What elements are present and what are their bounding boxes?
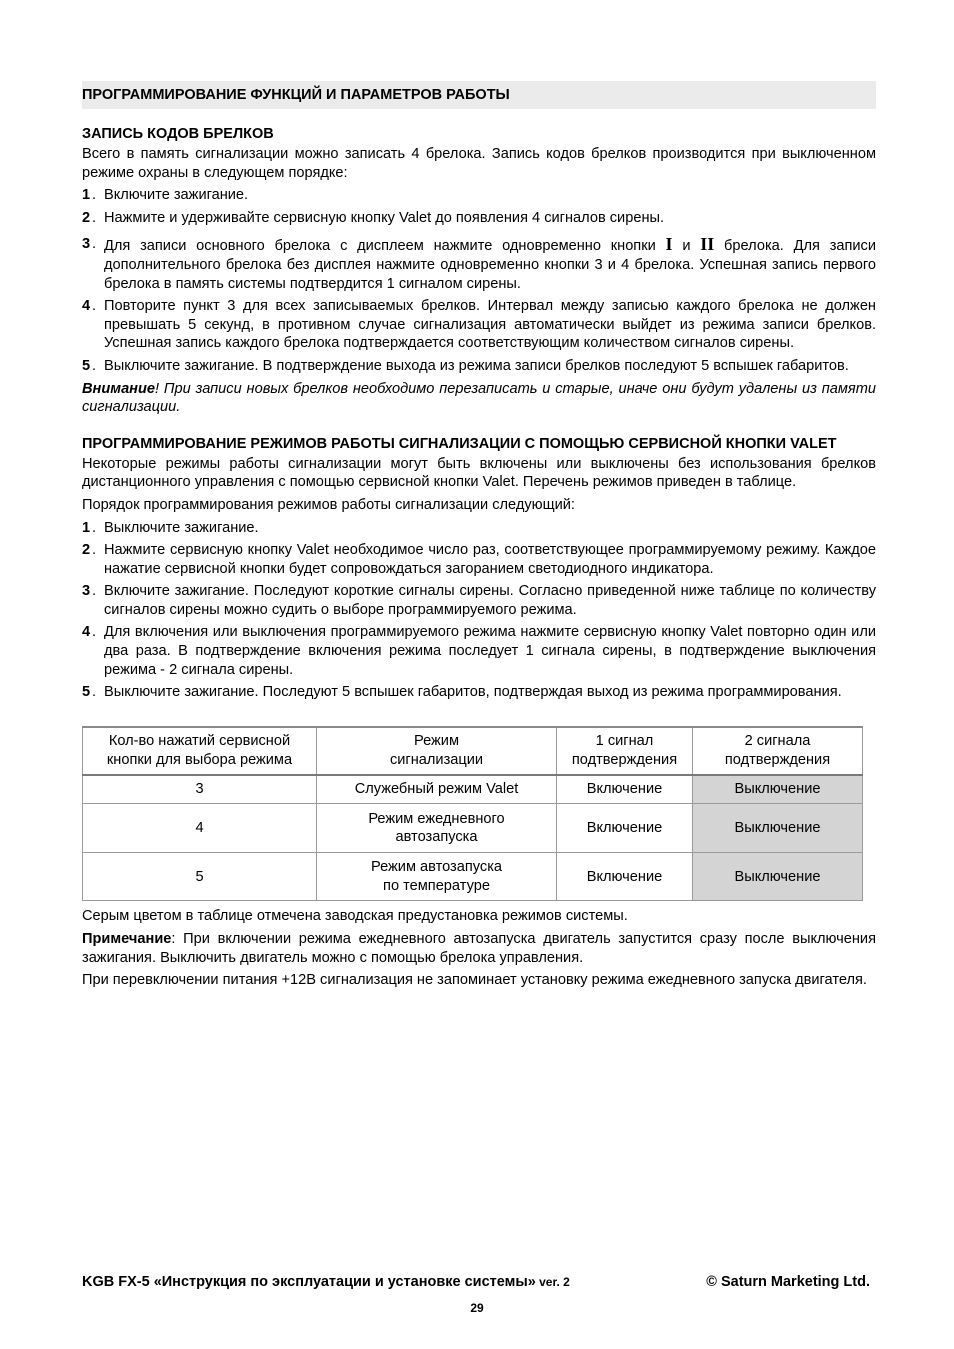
valet-intro: Некоторые режимы работы сигнализации могут быть включены или выключены без использования брелков дистанционного управления с помощью сервисной кнопки Valet. Перечень режимов приведен в таблице. (82, 455, 876, 491)
header-two-signals: 2 сигнала подтверждения (693, 727, 863, 775)
table-row: 5 Режим автозапуска по температуре Включение Выключение (83, 853, 863, 901)
header-mode: Режим сигнализации (317, 727, 557, 775)
table-row: 3 Служебный режим Valet Включение Выключение (83, 775, 863, 804)
header-press-count: Кол-во нажатий сервисной кнопки для выбора режима (83, 727, 317, 775)
button-ii-label: II (700, 234, 715, 255)
list-item: 2 . Нажмите и удерживайте сервисную кнопку Valet до появления 4 сигналов сирены. (82, 209, 665, 226)
power-note: При перевключении питания +12В сигнализация не запоминает установку режима ежедневного запуска двигателя. (82, 972, 867, 989)
note: Примечание: При включении режима ежедневного автозапуска двигатель запустится сразу после выключения зажигания. Выключить двигатель можно с помощью брелока управления. (82, 930, 876, 966)
heading-fob-codes: ЗАПИСЬ КОДОВ БРЕЛКОВ (82, 126, 274, 142)
table-row: 4 Режим ежедневного автозапуска Включение Выключение (83, 804, 863, 853)
default-cell: Выключение (693, 804, 863, 853)
header-one-signal: 1 сигнал подтверждения (557, 727, 693, 775)
footer-copyright: © Saturn Marketing Ltd. (706, 1274, 870, 1290)
list-item: 2 . Нажмите сервисную кнопку Valet необходимое число раз, соответствующее программируемому режиму. Каждое нажатие сервисной кнопки будет сопровождаться загоранием светодиодного индикатора. (82, 542, 876, 577)
list-item: 1 . Включите зажигание. (82, 187, 249, 204)
default-cell: Выключение (693, 853, 863, 901)
list-item: 5 . Выключите зажигание. В подтверждение выхода из режима записи брелков последуют 5 вспышек габаритов. (82, 357, 849, 374)
list-item: 5 . Выключите зажигание. Последуют 5 вспышек габаритов, подтверждая выход из режима программирования. (82, 684, 842, 701)
document-page (82, 81, 876, 990)
list-item: 4 . Для включения или выключения программируемого режима нажмите сервисную кнопку Valet повторно один или два раза. В подтверждение включения режима последует 1 сигнала сирены, в подтверждение выключения режима - 2 сигнала сирены. (82, 624, 876, 678)
page-footer (82, 1273, 870, 1292)
footer-title: KGB FX-5 «Инструкция по эксплуатации и установке системы» ver. 2 (82, 1274, 570, 1290)
valet-modes-table (82, 726, 863, 902)
default-cell: Выключение (693, 775, 863, 804)
fob-intro: Всего в память сигнализации можно записать 4 брелока. Запись кодов брелков производится при выключенном режиме охраны в следующем порядке: (82, 146, 876, 181)
banner-title: ПРОГРАММИРОВАНИЕ ФУНКЦИЙ И ПАРАМЕТРОВ РАБОТЫ (82, 87, 510, 103)
list-item: 3 . Включите зажигание. Последуют короткие сигналы сирены. Согласно приведенной ниже таблице по количеству сигналов сирены можно судить о выборе программируемого режима. (82, 583, 876, 618)
page-number: 29 (470, 1301, 484, 1315)
list-item: 3 . Для записи основного брелока с дисплеем нажмите одновременно кнопки I и II брелока. Для записи дополнительного брелока без дисплея нажмите одновременно кнопки 3 и 4 брелока. Успешная запись первого брелока в память системы подтвердится 1 сигналом сирены. (82, 234, 877, 292)
gray-note: Серым цветом в таблице отмечена заводская предустановка режимов системы. (82, 908, 628, 925)
list-item: 1 . Выключите зажигание. (82, 519, 259, 536)
list-item: 4 . Повторите пункт 3 для всех записываемых брелков. Интервал между записью каждого брелока не должен превышать 5 секунд, в противном случае сигнализация автоматически выйдет из режима записи брелков. Успешная запись каждого брелока подтверждается соответствующим количеством сигналов сирены. (82, 298, 876, 352)
section-banner (82, 81, 876, 109)
warning-note: Внимание! При записи новых брелков необходимо перезаписать и старые, иначе они будут удалены из памяти сигнализации. (82, 380, 876, 416)
valet-order: Порядок программирования режимов работы сигнализации следующий: (82, 496, 575, 513)
button-i-label: I (665, 234, 673, 255)
heading-valet-programming: ПРОГРАММИРОВАНИЕ РЕЖИМОВ РАБОТЫ СИГНАЛИЗАЦИИ С ПОМОЩЬЮ СЕРВИСНОЙ КНОПКИ VALET (82, 435, 837, 452)
